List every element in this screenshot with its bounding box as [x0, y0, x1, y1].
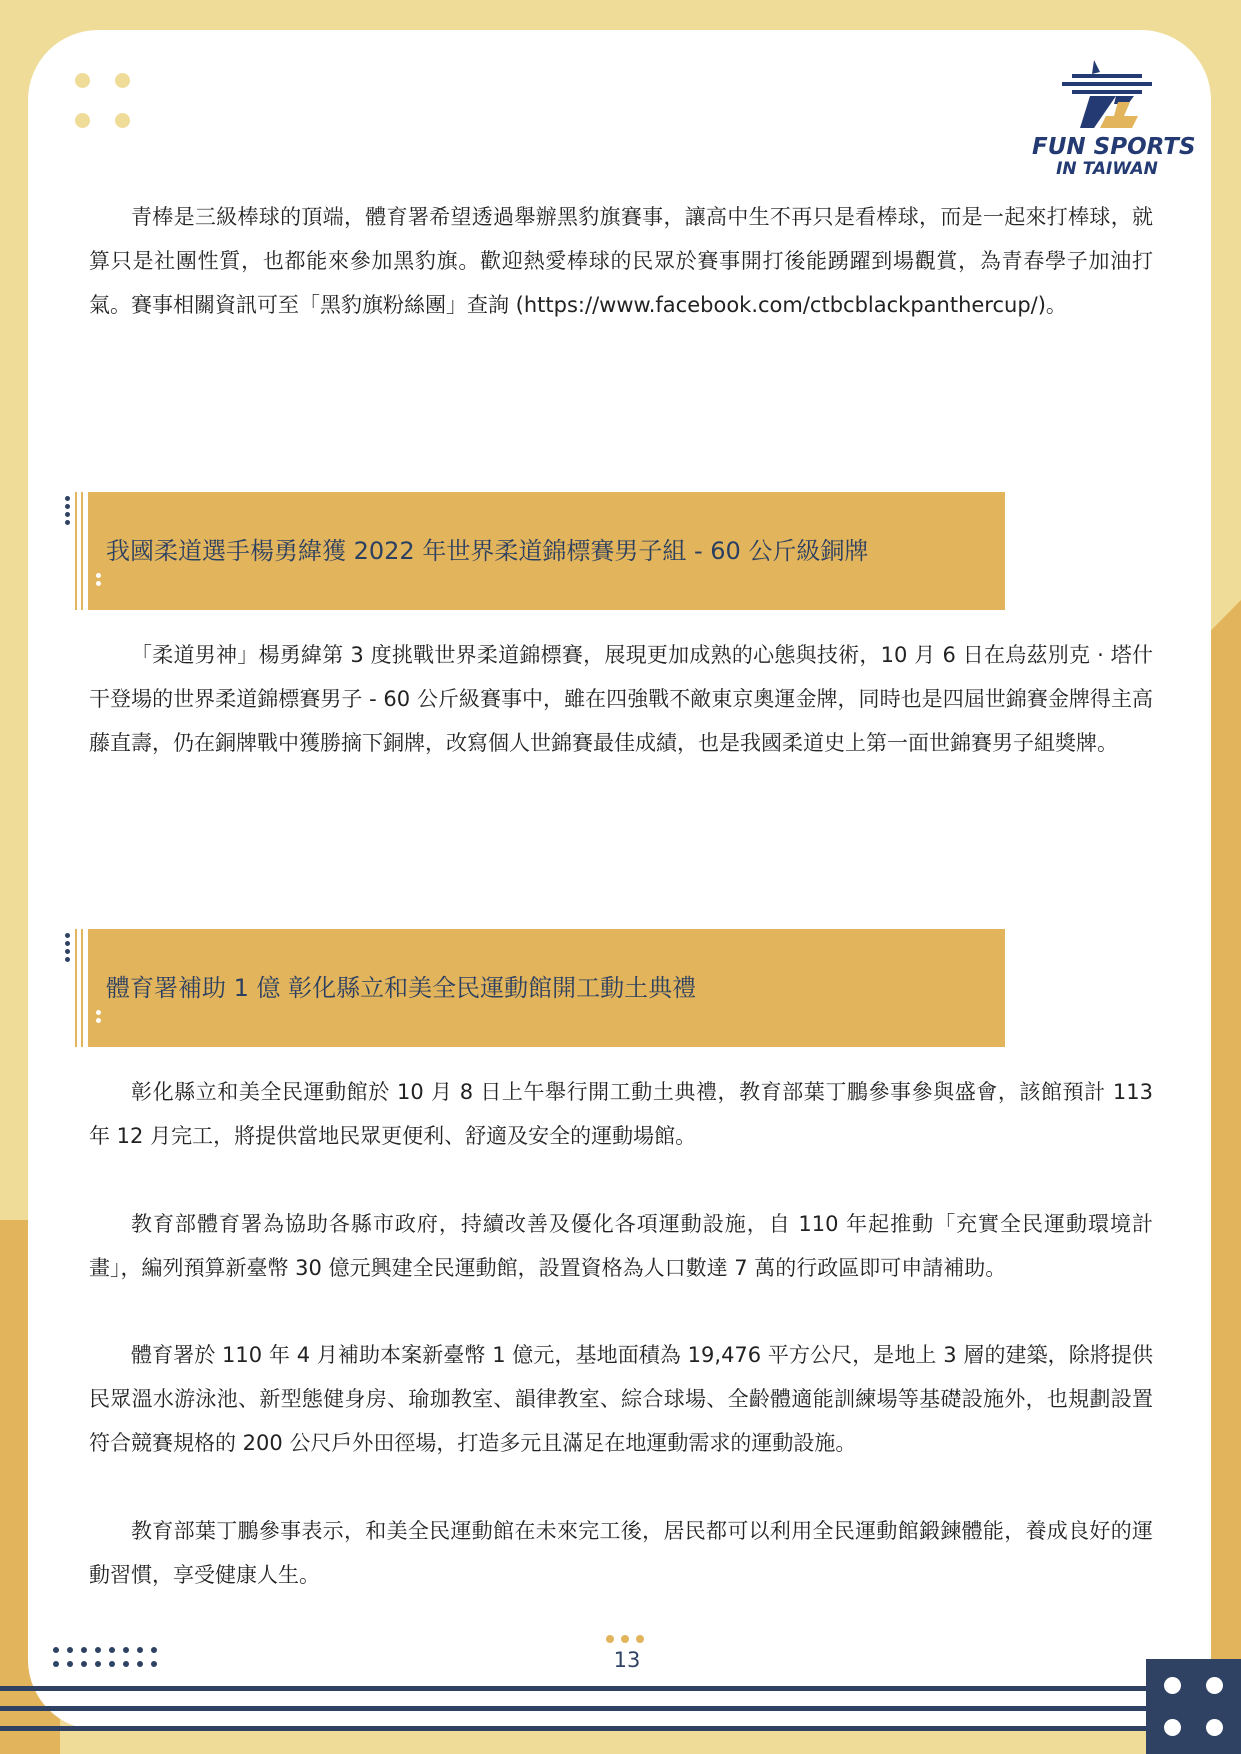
intro-paragraph: 青棒是三級棒球的頂端，體育署希望透過舉辦黑豹旗賽事，讓高中生不再只是看棒球，而是一起來打棒球，就算只是社團性質，也都能來參加黑豹旗。歡迎熱愛棒球的民眾於賽事開打後能踴躍到場觀賞，為青春學子加油打氣。賽事相關資訊可至「黑豹旗粉絲團」查詢 (https://www.facebook.com/ctbcblackpanthercup/)。 — [89, 205, 1153, 317]
corner-dot — [1164, 1677, 1181, 1694]
section2-title: 體育署補助 1 億 彰化縣立和美全民運動館開工動土典禮 — [106, 974, 697, 1002]
footer-stripe — [0, 1686, 1146, 1691]
heading-rule — [81, 492, 83, 610]
section1-paragraph: 「柔道男神」楊勇緯第 3 度挑戰世界柔道錦標賽，展現更加成熟的心態與技術，10 月 6 日在烏茲別克 · 塔什干登場的世界柔道錦標賽男子 - 60 公斤級賽事中，雖在四強戰不敵東京奧運金牌，同時也是四屆世錦賽金牌得主高藤直壽，仍在銅牌戰中獲勝摘下銅牌，改寫個人世錦賽最佳成績，也是我國柔道史上第一面世錦賽男子組獎牌。 — [89, 643, 1153, 755]
heading-dots-icon — [65, 496, 71, 528]
section1-title: 我國柔道選手楊勇緯獲 2022 年世界柔道錦標賽男子組 - 60 公斤級銅牌 — [106, 537, 869, 565]
corner-dot — [1206, 1719, 1223, 1736]
decor-dot — [115, 113, 130, 128]
corner-block — [1146, 1659, 1241, 1754]
heading-dots-icon — [65, 933, 71, 965]
section2-paragraph-4: 教育部葉丁鵬參事表示，和美全民運動館在未來完工後，居民都可以利用全民運動館鍛鍊體能，養成良好的運動習慣，享受健康人生。 — [89, 1519, 1153, 1587]
logo-subtitle: IN TAIWAN — [1056, 159, 1158, 179]
decor-dot — [115, 73, 130, 88]
footer-stripe — [0, 1726, 1146, 1731]
heading-rule — [75, 492, 77, 610]
section2-paragraph-3: 體育署於 110 年 4 月補助本案新臺幣 1 億元，基地面積為 19,476 平方公尺，是地上 3 層的建築，除將提供民眾溫水游泳池、新型態健身房、瑜珈教室、韻律教室、綜合球場、全齡體適能訓練場等基礎設施外，也規劃設置符合競賽規格的 200 公尺戶外田徑場，打造多元且滿足在地運動需求的運動設施。 — [89, 1343, 1153, 1455]
heading-white-dots-icon — [96, 1010, 102, 1026]
section2-paragraph-2: 教育部體育署為協助各縣市政府，持續改善及優化各項運動設施，自 110 年起推動「充實全民運動環境計畫」，編列預算新臺幣 30 億元興建全民運動館，設置資格為人口數達 7 萬的行政區即可申請補助。 — [89, 1212, 1153, 1280]
logo-title: FUN SPORTS — [1032, 134, 1196, 160]
decor-dot — [75, 73, 90, 88]
section2-paragraph-1: 彰化縣立和美全民運動館於 10 月 8 日上午舉行開工動土典禮，教育部葉丁鵬參事參與盛會，該館預計 113 年 12 月完工，將提供當地民眾更便利、舒適及安全的運動場館。 — [89, 1080, 1153, 1148]
heading-rule — [75, 929, 77, 1047]
section1-title-bar — [88, 492, 1005, 610]
corner-dot — [1164, 1719, 1181, 1736]
footer-stripe — [0, 1706, 1146, 1711]
heading-rule — [81, 929, 83, 1047]
section2-title-bar — [88, 929, 1005, 1047]
page-number: 13 — [613, 1648, 641, 1672]
decor-dot — [75, 113, 90, 128]
page-number-dots-icon — [605, 1634, 649, 1644]
footer-dots-icon — [52, 1645, 167, 1669]
corner-dot — [1206, 1677, 1223, 1694]
heading-white-dots-icon — [96, 573, 102, 589]
